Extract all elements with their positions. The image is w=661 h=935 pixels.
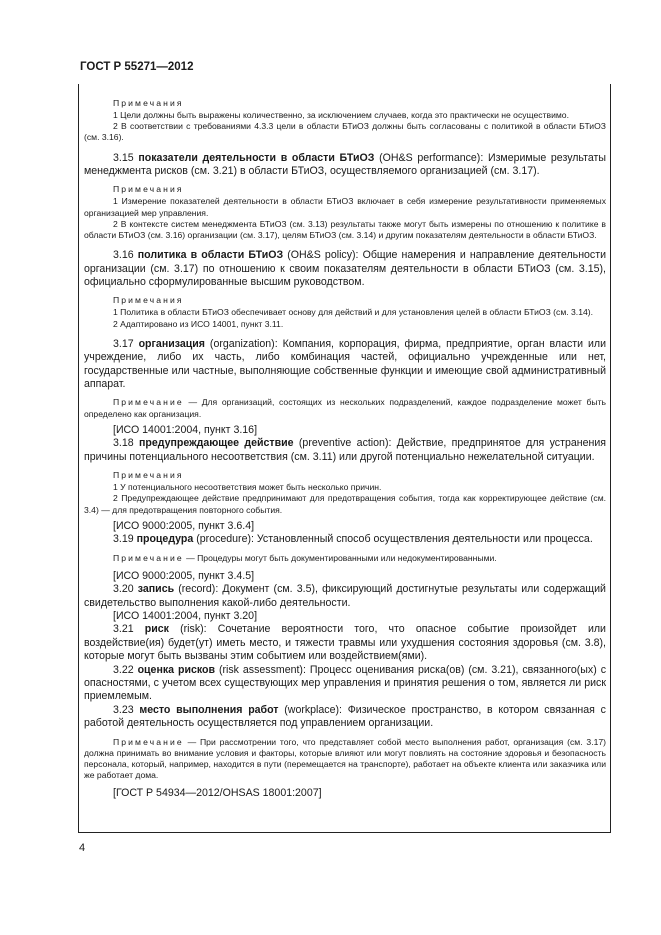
note-323: Примечание — При рассмотрении того, что представляет собой место выполнения работ, организация (см. 3.17) должна принимать во внимание условия и факторы, которые влияют или могут повлиять на состояние здоровья и безопасность персонала, который, например, находится в пути (перемещается на транспорте), работает на объекте клиента или заказчика или же работает дома.: [84, 736, 606, 781]
definition-3-17: 3.17 организация (organization): Компания, корпорация, фирма, предприятие, орган власти или учреждение, либо их часть, либо комбинация частей, официально учрежденные или нет, государственные или частные, выполняющие собственные функции и имеющие свой административный аппарат.: [84, 337, 606, 391]
note-319: Примечание — Процедуры могут быть документированными или недокументированными.: [113, 552, 497, 563]
term: предупреждающее действие: [139, 437, 294, 450]
definition-3-19: 3.19 процедура (procedure): Установленный способ осуществления деятельности или процесса.: [113, 533, 593, 546]
definition-3-16: 3.16 политика в области БТиОЗ (OH&S policy): Общие намерения и направление деятельности организации (см. 3.17) по отношению к своим показателям деятельности в области БТиОЗ (см. 3.15), официально сформулированные высшим руководством.: [84, 249, 606, 289]
definition-3-20: 3.20 запись (record): Документ (см. 3.5), фиксирующий достигнутые результаты или содержащий свидетельство выполнения какой-либо деятельности.: [84, 583, 606, 609]
term: риск: [144, 623, 169, 636]
note-318-2: 2 Предупреждающее действие предпринимают для предотвращения события, тогда как корректирующее действие (см. 3.4) — для предотвращения повторного события.: [84, 493, 606, 515]
term: показатели деятельности в области БТиОЗ: [138, 151, 375, 164]
note-318-1: 1 У потенциального несоответствия может быть несколько причин.: [113, 482, 382, 493]
term: политика в области БТиОЗ: [137, 249, 284, 262]
definition-3-23: 3.23 место выполнения работ (workplace): Физическое пространство, в котором связанная с работой деятельность осуществляется под управлением организации.: [84, 703, 606, 730]
definition-3-15: 3.15 показатели деятельности в области БТиОЗ (OH&S performance): Измеримые результаты менеджмента рисков (см. 3.21) в области БТиОЗ, осуществляемого организацией (см. 3.17).: [84, 151, 606, 178]
notes-heading: Примечания: [113, 295, 184, 306]
notes-heading: Примечания: [113, 184, 184, 195]
term: организация: [138, 337, 205, 350]
definition-3-22: 3.22 оценка рисков (risk assessment): Процесс оценивания риска(ов) (см. 3.21), связанного(ых) с опасностями, с учетом всех существующих мер управления и принятия решения о том, является ли риск приемлемым.: [84, 663, 606, 703]
note-316-1: 1 Политика в области БТиОЗ обеспечивает основу для действий и для установления целей в области БТиОЗ (см. 3.14).: [113, 307, 593, 318]
note-315-2: 2 В контексте систем менеджмента БТиОЗ (см. 3.13) результаты также могут быть измерены по отношению к политике в области БТиОЗ (см. 3.16) организации (см. 3.17), целям БТиОЗ (см. 3.14) и другим показателям деятельности в области БТиОЗ.: [84, 218, 606, 241]
notes-heading: Примечания: [113, 98, 184, 108]
term: запись: [137, 583, 175, 596]
note-316-2: 2 Адаптировано из ИСО 14001, пункт 3.11.: [113, 318, 284, 329]
note-314-1: 1 Цели должны быть выражены количественно, за исключением случаев, когда это практически не осуществимо.: [113, 110, 569, 120]
definition-3-18: 3.18 предупреждающее действие (preventive action): Действие, предпринятое для устранения причины потенциального несоответствия (см. 3.11) или другой потенциально нежелательной ситуации.: [84, 437, 606, 463]
reference-3-17: [ИСО 14001:2004, пункт 3.16]: [113, 423, 258, 436]
term: оценка рисков: [137, 663, 216, 676]
page-number: 4: [79, 842, 86, 854]
note-317: Примечание — Для организаций, состоящих из нескольких подразделений, каждое подразделение может быть определено как организация.: [84, 397, 606, 419]
reference-3-19: [ИСО 9000:2005, пункт 3.4.5]: [113, 569, 255, 582]
term: процедура: [136, 533, 194, 546]
note-315-1: 1 Измерение показателей деятельности в области БТиОЗ включает в себя измерение результативности применяемых организацией мер управления.: [84, 196, 606, 218]
document-body: [84, 98, 606, 801]
note-314-2: 2 В соответствии с требованиями 4.3.3 цели в области БТиОЗ должны быть согласованы с политикой в области БТиОЗ (см. 3.16).: [84, 121, 606, 143]
reference-3-18: [ИСО 9000:2005, пункт 3.6.4]: [113, 519, 255, 532]
reference-3-23: [ГОСТ Р 54934—2012/OHSAS 18001:2007]: [113, 787, 322, 800]
term: место выполнения работ: [139, 703, 279, 716]
document-header: ГОСТ Р 55271—2012: [80, 61, 194, 73]
reference-3-20: [ИСО 14001:2004, пункт 3.20]: [113, 609, 258, 622]
definition-3-21: 3.21 риск (risk): Сочетание вероятности того, что опасное событие произойдет или воздействие(ия) будет(ут) иметь место, и тяжести травмы или ухудшения состояния здоровья (см. 3.8), которые могут быть вызваны этим событием или воздействием(ями).: [84, 623, 606, 663]
notes-heading: Примечания: [113, 470, 184, 481]
